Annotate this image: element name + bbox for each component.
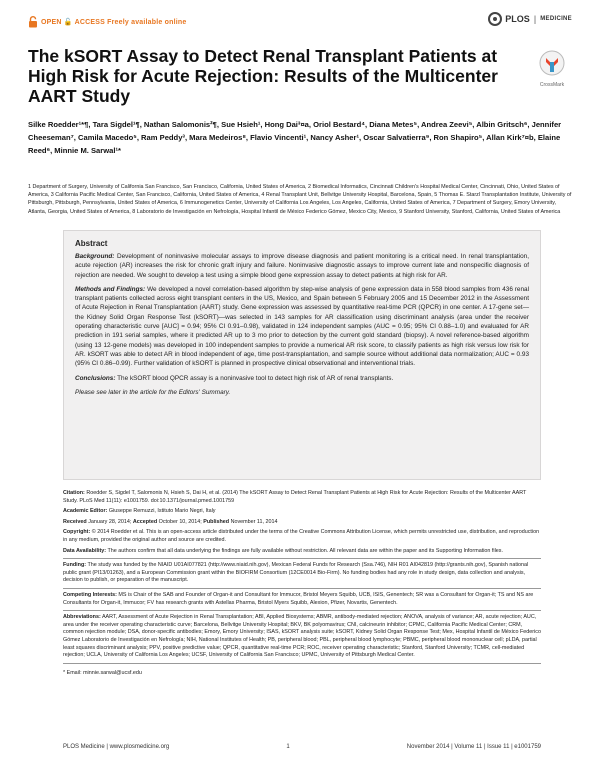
open-access-lock-icon xyxy=(28,16,38,28)
top-bar xyxy=(28,12,572,32)
citation: Citation: Roedder S, Sigdel T, Salomonis N, Hsieh S, Dai H, et al. (2014) The kSORT Assay to Detect Renal Transplant Patients at High Risk for Acute Rejection: Results of the Multicenter AART Study. PLoS Med 11(11): e1001759. doi:10.1371/journal.pmed.1001759 xyxy=(63,490,527,504)
abstract-conclusions: Conclusions: The kSORT blood QPCR assay is a noninvasive tool to detect high risk of AR of renal transplants. xyxy=(75,374,394,382)
dates: Received January 28, 2014; Accepted October 10, 2014; Published November 11, 2014 xyxy=(63,518,278,525)
divider xyxy=(63,663,541,664)
article-title: The kSORT Assay to Detect Renal Transplant Patients at High Risk for Acute Rejection: Results of the Multicenter AART Study xyxy=(28,46,498,106)
author-list: Silke Roedder¹*¶, Tara Sigdel¹¶, Nathan Salomonis²¶, Sue Hsieh¹, Hong Dai³¤a, Oriol Bestard⁴, Diana Metes⁵, Andrea Zeevi⁵, Albin Gritsch⁶, Jennifer Cheeseman⁷, Camila Macedo⁵, Ram Peddy³, Mara Medeiros⁸, Flavio Vincenti¹, Nancy Asher¹, Oscar Salvatierra⁹, Ron Shapiro⁵, Allan Kirk⁷¤b, Elaine Reed⁶, Minnie M. Sarwal¹* xyxy=(28,120,562,155)
competing-interests: Competing Interests: MS is Chair of the SAB and Founder of Organ-it and Consultant for Immucor, Bristol Meyers Squibb, UCB, ISIS, Genentech; SR was a Consultant for Organ-it; TS and NS are Consultants for Organ-it, Immucor; FV has research grants with Astellas Pharma, Bristol Myers Squibb, Alexion, Pfizer, Novartis, Genentech. xyxy=(63,591,534,606)
free-online-label: Freely available online xyxy=(107,19,187,26)
plos-mark-icon xyxy=(488,12,502,26)
journal-logo: PLOS | MEDICINE xyxy=(488,12,572,26)
footer-journal: PLOS Medicine | www.plosmedicine.org xyxy=(63,744,170,750)
divider xyxy=(63,558,541,559)
crossmark-label: CrossMark xyxy=(539,82,565,88)
copyright: Copyright: © 2014 Roedder et al. This is an open-access article distributed under the terms of the Creative Commons Attribution License, which permits unrestricted use, distribution, and reproduction in any medium, provided the original author and source are credited. xyxy=(63,529,540,543)
article-metadata xyxy=(63,490,541,680)
abstract-methods: Methods and Findings: We developed a novel correlation-based algorithm by step-wise analysis of gene expression data in 558 blood samples from 436 renal transplant patients collected across eight transplant centers in the US, Mexico, and Spain between 5 February 2005 and 15 December 2012 in the Assessment of Acute Rejection in Renal Transplantation (AART) study. Gene expression was assessed by quantitative real-time PCR (QPCR) in one center. A 17-gene set—the Kidney Solid Organ Response Test (kSORT)—was selected in 143 samples for AR classification using discriminant analysis (area under the receiver operating characteristic curve [AUC] = 0.94; 95% CI 0.91–0.98), validated in 124 independent samples (AUC = 0.95; 95% CI 0.88–1.0) and evaluated for AR prediction in 191 serial samples, where it predicted AR up to 3 mo prior to detection by the current gold standard (biopsy). A novel reference-based algorithm (using 13 12-gene models) was developed in 100 independent samples to provide a numerical AR risk score, to classify patients as high risk versus low risk for AR. kSORT was able to detect AR in blood independent of age, time post-transplantation, and sample source without additional data normalization; AUC = 0.93 (95% CI 0.86–0.99). Further validation of kSORT is planned in prospective clinical observational and interventional trials. xyxy=(75,285,530,368)
abstract-background: Background: Development of noninvasive molecular assays to improve disease diagnosis and patient monitoring is a critical need. In renal transplantation, acute rejection (AR) increases the risk for chronic graft injury and failure. Noninvasive diagnostic assays to improve current late and nonspecific diagnosis of rejection are needed. We sought to develop a test using a simple blood gene expression assay to detect patients at high risk for AR. xyxy=(75,253,529,279)
editors-summary-note: Please see later in the article for the Editors' Summary. xyxy=(75,388,231,396)
corresponding-email[interactable]: * Email: minnie.sarwal@ucsf.edu xyxy=(63,669,142,676)
divider xyxy=(63,610,541,611)
footer-issue: November 2014 | Volume 11 | Issue 11 | e1001759 xyxy=(406,744,541,750)
abbreviations: Abbreviations: AART, Assessment of Acute Rejection in Renal Transplantation; ABI, Applied Biosystems; ABMR, antibody-mediated rejection; ANOVA, analysis of variance; AR, acute rejection; AUC, area under the receiver operating characteristic curve; Barcelona, Bellvitge University Hospital; BKV, BK polyomavirus; CNI, calcineurin inhibitor; CPMC, California Pacific Medical Center; CRM, common rejection module; DSA, donor-specific antibodies; Emory, Emory University; ISAS, kSORT analysis suite; kSORT, Kidney Solid Organ Response Test; Mex, Hospital Infantil de México Federico Gómez Laboratorio de Investigación en Nefrología; NIH, National Institutes of Health; PB, peripheral blood; PBL, peripheral blood lymphocyte; PBMC, peripheral blood mononuclear cell; pLDA, partial least squares discriminant analysis; PPV, positive predictive value; QPCR, quantitative real-time PCR; ROC, receiver operating characteristic; Stanford, Stanford University; TCMR, cell-mediated rejection; UCLA, University of California Los Angeles; UCSF, University of California San Francisco; UPMC, University of Pittsburgh Medical Center. xyxy=(63,614,541,659)
crossmark-icon xyxy=(539,50,565,76)
page-number: 1 xyxy=(286,744,290,750)
crossmark-badge[interactable] xyxy=(532,50,572,88)
divider xyxy=(63,588,541,589)
data-availability: Data Availability: The authors confirm that all data underlying the findings are fully available without restriction. All relevant data are within the paper and its Supporting Information files. xyxy=(63,547,503,554)
page-footer xyxy=(63,744,541,750)
abstract-heading: Abstract xyxy=(75,239,108,248)
affiliations: 1 Department of Surgery, University of California San Francisco, San Francisco, California, United States of America, 2 Biomedical Informatics, Cincinnati Children's Hospital Medical Center, Cincinnati, Ohio, United States of America, 3 California Pacific Medical Center, San Francisco, California, United States of America, 4 Renal Transplant Unit, Bellvitge University Hospital, Barcelona, Spain, 5 Thomas E. Starzl Transplantation Institute, University of Pittsburgh, Pittsburgh, Pennsylvania, United States of America, 6 Immunogenetics Center, University of California Los Angeles, Los Angeles, California, United States of America, 7 Department of Surgery, Emory University, Atlanta, Georgia, United States of America, 8 Laboratorio de Investigación en Nefrología, Hospital Infantil de México Federico Gómez, Mexico City, Mexico, 9 Stanford University, Stanford, California, United States of America xyxy=(28,184,572,215)
open-access-badge: OPEN 🔓 ACCESS Freely available online xyxy=(41,19,187,26)
funding: Funding: The study was funded by the NIAID U01AI077821 (http://www.niaid.nih.gov), Mexican Federal Funds for Research (Ssa.746), NIH R01 AI042819 (http://grants.nih.gov), Spanish national public grant (PI13/01263), and a European Commission grant within the BIOFIRM Consortium (12CE0014 Bio-Firm). No funding bodies had any role in study design, data collection and analysis, decision to publish, or preparation of the manuscript. xyxy=(63,562,529,584)
abstract-box xyxy=(63,230,541,480)
academic-editor: Academic Editor: Giuseppe Remuzzi, Istituto Mario Negri, Italy xyxy=(63,508,216,515)
